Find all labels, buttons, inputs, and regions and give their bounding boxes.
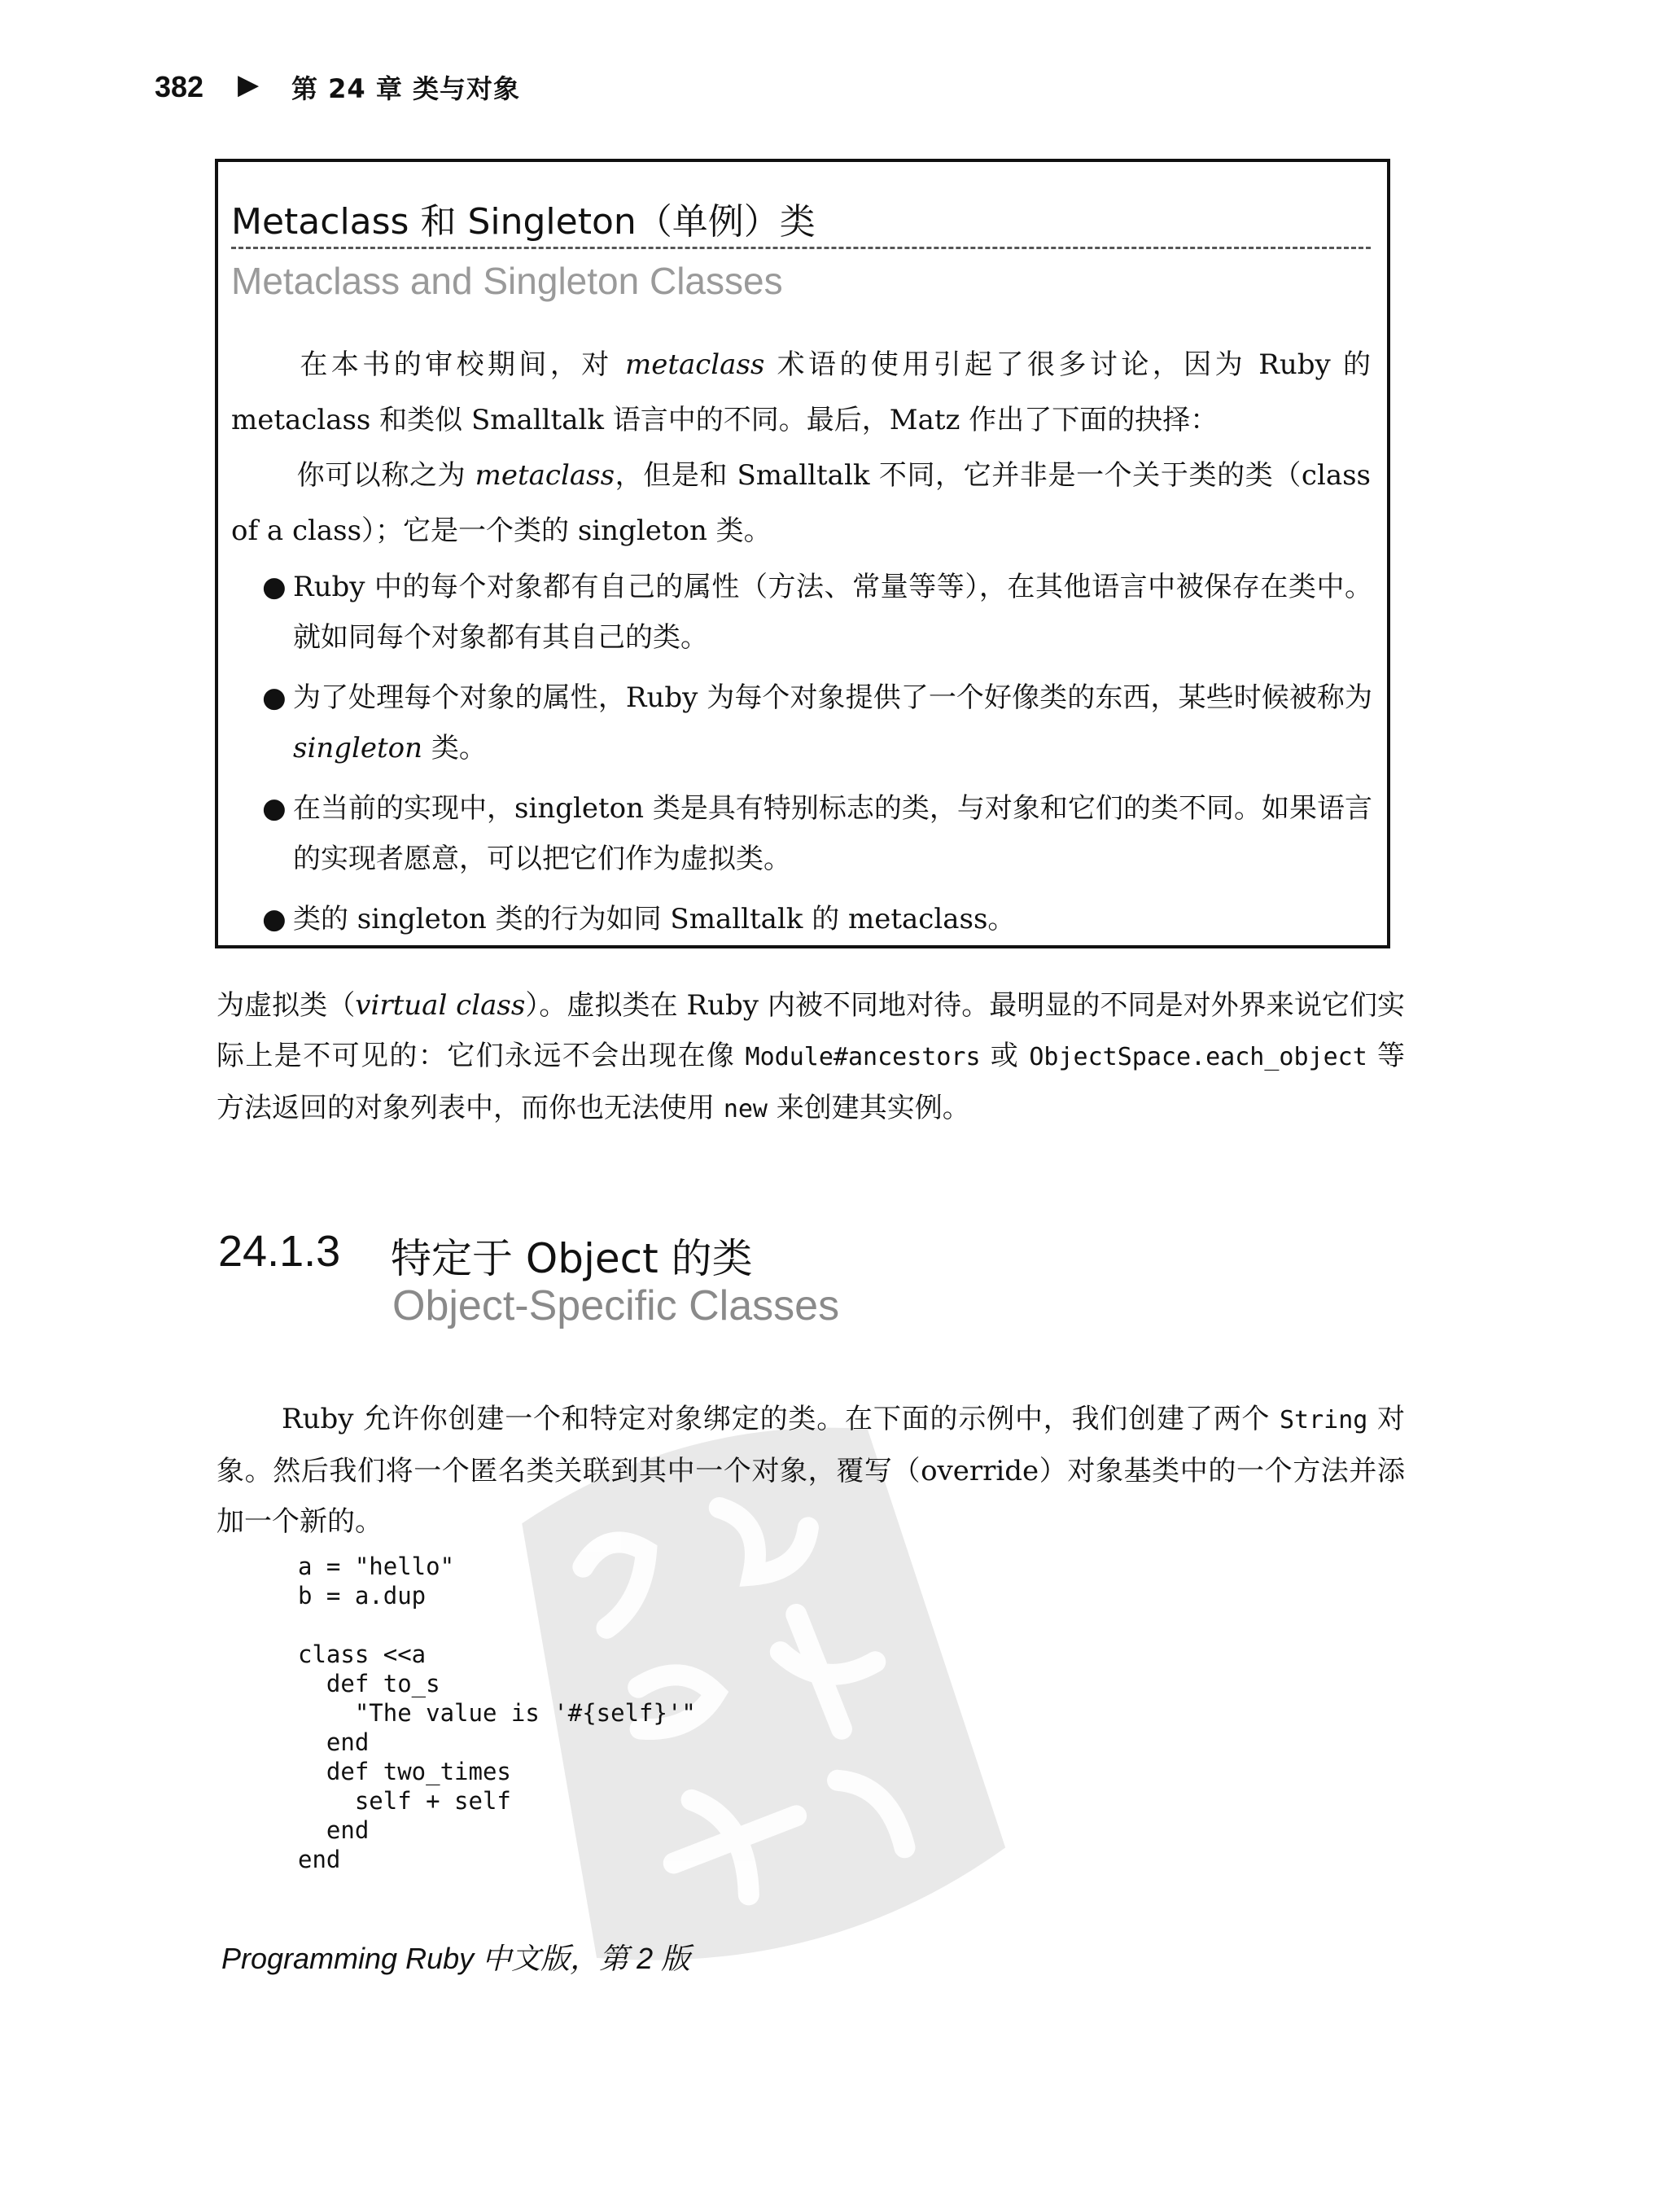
- text-run: ）。虚拟类在 Ruby 内被不同地对待。最明显的不同是对外界来说它们实际上是不可见的：它们永远不会出现在像: [217, 989, 1405, 1072]
- list-item: [262, 672, 1372, 773]
- text-run: Ruby 允许你创建一个和特定对象绑定的类。在下面的示例中，我们创建了两个: [282, 1403, 1280, 1435]
- page-number: 382: [155, 70, 204, 103]
- code-listing: a = "hello" b = a.dup class <<a def to_s "The value is '#{self}'" end def two_times self + self end end: [298, 1553, 696, 1873]
- text-run: 术语的使用引起了很多讨论，因为 Ruby 的 metaclass 和类似 Smalltalk 语言中的不同。最后，Matz 作出了下面的抉择：: [231, 348, 1371, 436]
- footer-book-title: Programming Ruby 中文版，第 2 版: [221, 1942, 691, 1975]
- text-run: 在本书的审校期间，对: [296, 348, 625, 381]
- sidebar-title: Metaclass 和 Singleton（单例）类: [231, 201, 816, 243]
- header-arrow-icon: ▶: [238, 68, 260, 101]
- inline-code: String: [1279, 1406, 1368, 1435]
- list-item: [262, 562, 1372, 663]
- text-run: 或: [980, 1040, 1030, 1072]
- list-item-text: 在当前的实现中，singleton 类是具有特别标志的类，与对象和它们的类不同。如果语言的实现者愿意，可以把它们作为虚拟类。: [293, 792, 1372, 875]
- text-run: ，但是和 Smalltalk 不同，它并非是一个关于类的类（class of a class）；它是一个类的 singleton 类。: [231, 459, 1371, 547]
- section-title: 特定于 Object 的类: [391, 1235, 753, 1282]
- list-item: [262, 783, 1372, 884]
- sidebar-divider: [231, 247, 1371, 249]
- bullet-icon: ●: [262, 571, 287, 603]
- emphasis: singleton: [293, 732, 423, 764]
- emphasis: metaclass: [475, 459, 615, 492]
- text-run: 为虚拟类（: [217, 989, 356, 1022]
- text-run: 来创建其实例。: [768, 1092, 970, 1124]
- emphasis: virtual class: [355, 989, 526, 1022]
- bullet-icon: ●: [262, 903, 287, 935]
- chapter-title: 第 24 章 类与对象: [291, 73, 520, 104]
- list-item-text: Ruby 中的每个对象都有自己的属性（方法、常量等等），在其他语言中被保存在类中。就如同每个对象都有其自己的类。: [293, 571, 1372, 654]
- section-subtitle: Object-Specific Classes: [392, 1282, 840, 1329]
- sidebar-subtitle: Metaclass and Singleton Classes: [231, 260, 783, 302]
- inline-code: new: [723, 1095, 768, 1124]
- text-run: 对象。然后我们将一个匿名类关联到其中一个对象，覆写（override）对象基类中的一个方法并添加一个新的。: [217, 1403, 1405, 1538]
- sidebar-paragraph-1: [231, 337, 1371, 448]
- text-run: 类。: [422, 732, 487, 764]
- section-number: 24.1.3: [218, 1227, 341, 1276]
- text-run: 等方法返回的对象列表中，而你也无法使用: [217, 1040, 1405, 1124]
- sidebar-paragraph-2: [231, 448, 1371, 558]
- text-run: 你可以称之为: [296, 459, 475, 492]
- bullet-icon: ●: [262, 681, 287, 714]
- emphasis: metaclass: [624, 348, 765, 381]
- list-item: [262, 894, 1372, 944]
- body-paragraph: [217, 980, 1405, 1135]
- sidebar-bullet-list: [262, 562, 1372, 954]
- list-item-text: 为了处理每个对象的属性，Ruby 为每个对象提供了一个好像类的东西，某些时候被称为: [293, 681, 1372, 714]
- inline-code: ObjectSpace.each_object: [1029, 1043, 1367, 1071]
- inline-code: Module#ancestors: [745, 1043, 981, 1071]
- list-item-text: 类的 singleton 类的行为如同 Smalltalk 的 metaclass。: [293, 903, 1016, 935]
- bullet-icon: ●: [262, 792, 287, 825]
- section-paragraph: [217, 1394, 1405, 1547]
